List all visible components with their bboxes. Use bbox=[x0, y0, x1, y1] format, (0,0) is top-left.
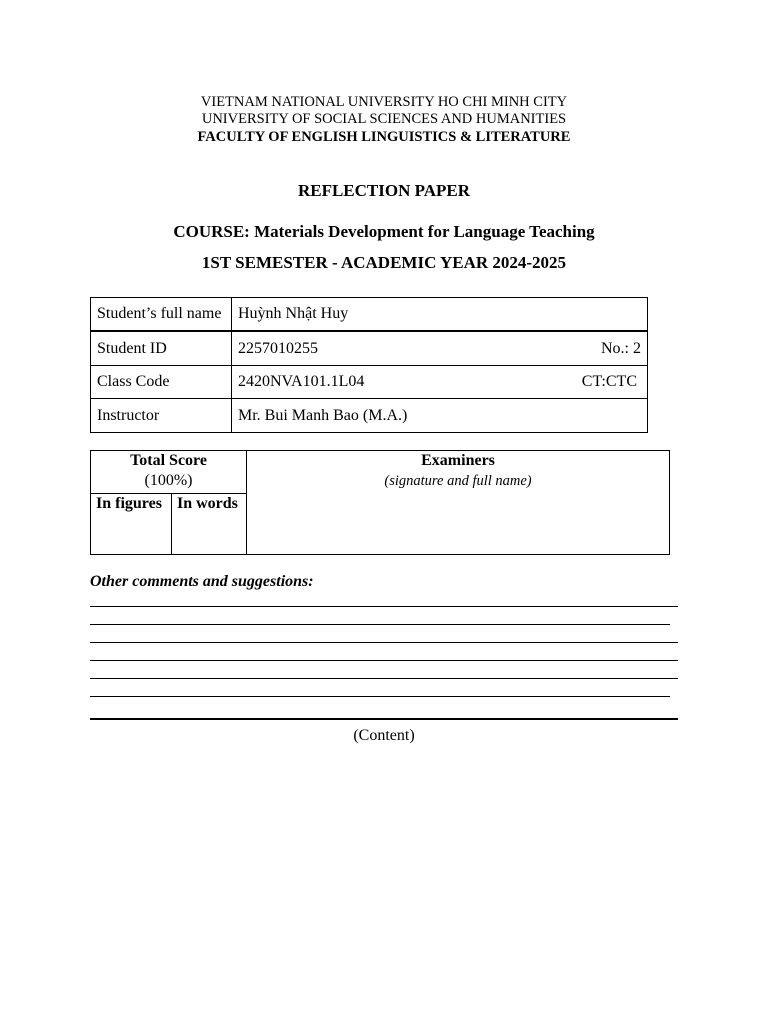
examiners-label: Examiners bbox=[421, 452, 495, 469]
instructor-value: Mr. Bui Manh Bao (M.A.) bbox=[232, 399, 648, 433]
comment-line bbox=[90, 606, 678, 607]
table-row bbox=[91, 451, 670, 494]
comment-line bbox=[90, 624, 670, 625]
class-code-cell bbox=[232, 366, 648, 399]
table-row bbox=[91, 366, 648, 399]
semester-title: 1ST SEMESTER - ACADEMIC YEAR 2024-2025 bbox=[201, 253, 567, 272]
total-score-pct: (100%) bbox=[144, 472, 193, 489]
examiners-subtitle: (signature and full name) bbox=[384, 473, 532, 489]
course-title: COURSE: Materials Development for Language Teaching bbox=[173, 222, 595, 241]
student-id-value: 2257010255 bbox=[238, 339, 318, 357]
in-figures-label: In figures bbox=[91, 494, 172, 555]
comment-line bbox=[90, 696, 670, 697]
table-row bbox=[91, 298, 648, 332]
name-value: Huỳnh Nhật Huy bbox=[232, 298, 648, 332]
table-row bbox=[91, 399, 648, 433]
comment-line bbox=[90, 660, 678, 661]
student-id-cell bbox=[232, 331, 648, 366]
instructor-label: Instructor bbox=[91, 399, 232, 433]
comment-line-final bbox=[90, 718, 678, 720]
faculty-name: FACULTY OF ENGLISH LINGUISTICS & LITERATURE bbox=[197, 129, 571, 145]
content-label: (Content) bbox=[353, 727, 415, 744]
comments-label: Other comments and suggestions: bbox=[90, 573, 314, 590]
paper-type-title: REFLECTION PAPER bbox=[297, 181, 471, 200]
name-label: Student’s full name bbox=[91, 298, 232, 332]
score-table bbox=[90, 450, 670, 555]
comment-line bbox=[90, 642, 678, 643]
examiners-cell bbox=[247, 451, 670, 555]
table-row bbox=[91, 331, 648, 366]
student-info-table bbox=[90, 297, 648, 433]
comment-line bbox=[90, 678, 678, 679]
class-extra-value: CT:CTC bbox=[581, 373, 637, 390]
class-code-label: Class Code bbox=[91, 366, 232, 399]
student-number-value: No.: 2 bbox=[601, 339, 641, 357]
school-name: UNIVERSITY OF SOCIAL SCIENCES AND HUMANITIES bbox=[201, 111, 567, 127]
in-words-label: In words bbox=[172, 494, 247, 555]
total-score-label: Total Score bbox=[130, 452, 207, 469]
class-code-value: 2420NVA101.1L04 bbox=[238, 373, 365, 390]
total-score-cell bbox=[91, 451, 247, 494]
university-name: VIETNAM NATIONAL UNIVERSITY HO CHI MINH CITY bbox=[200, 94, 568, 110]
student-id-label: Student ID bbox=[91, 331, 232, 366]
